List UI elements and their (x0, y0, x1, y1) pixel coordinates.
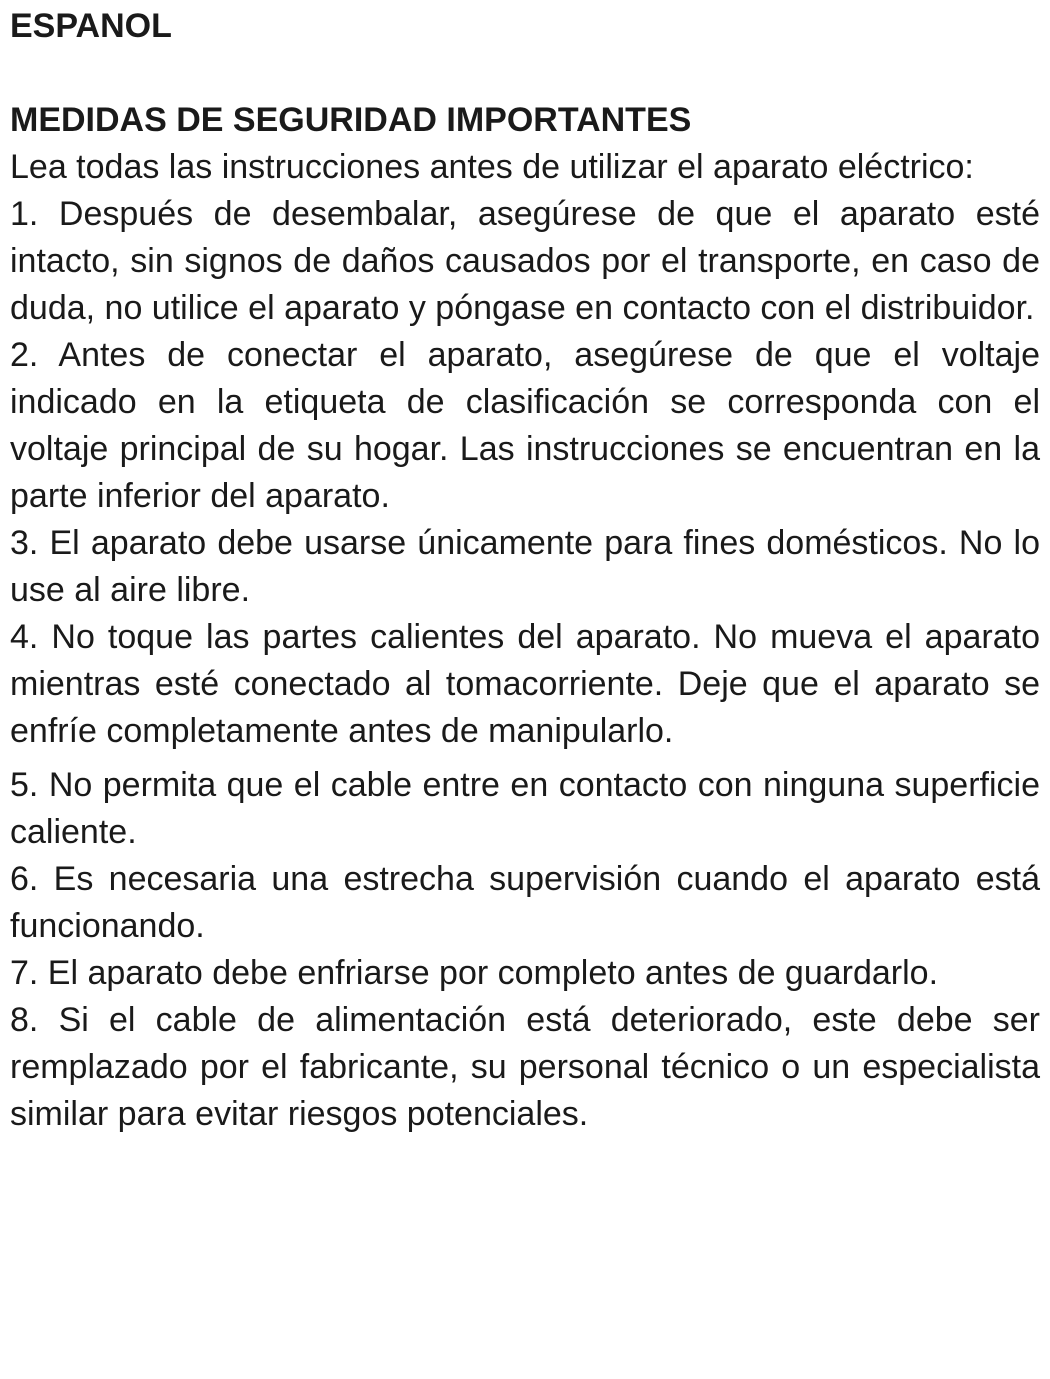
language-label: ESPANOL (10, 7, 172, 45)
safety-heading: MEDIDAS DE SEGURIDAD IMPORTANTES (10, 101, 692, 139)
safety-instructions (10, 144, 1040, 1138)
instruction-item-8: 8. Si el cable de alimentación está deteriorado, este debe ser remplazado por el fabricante, su personal técnico o un especialista similar para evitar riesgos potenciales. (10, 1001, 1040, 1133)
instruction-item-4: 4. No toque las partes calientes del aparato. No mueva el aparato mientras esté conectado al tomacorriente. Deje que el aparato se enfríe completamente antes de manipularlo. (10, 618, 1040, 750)
instruction-item-1: 1. Después de desembalar, asegúrese de que el aparato esté intacto, sin signos de daños causados por el transporte, en caso de duda, no utilice el aparato y póngase en contacto con el distribuidor. (10, 195, 1040, 327)
instruction-item-6: 6. Es necesaria una estrecha supervisión cuando el aparato está funcionando. (10, 860, 1040, 945)
instruction-item-5: 5. No permita que el cable entre en contacto con ninguna superficie caliente. (10, 766, 1040, 851)
instruction-item-7: 7. El aparato debe enfriarse por completo antes de guardarlo. (10, 954, 939, 992)
intro-paragraph: Lea todas las instrucciones antes de utilizar el aparato eléctrico: (10, 148, 974, 186)
instruction-item-2: 2. Antes de conectar el aparato, asegúrese de que el voltaje indicado en la etiqueta de clasificación se corresponda con el voltaje principal de su hogar. Las instrucciones se encuentran en la parte inferior del aparato. (10, 336, 1040, 515)
instruction-item-3: 3. El aparato debe usarse únicamente para fines domésticos. No lo use al aire libre. (10, 524, 1040, 609)
